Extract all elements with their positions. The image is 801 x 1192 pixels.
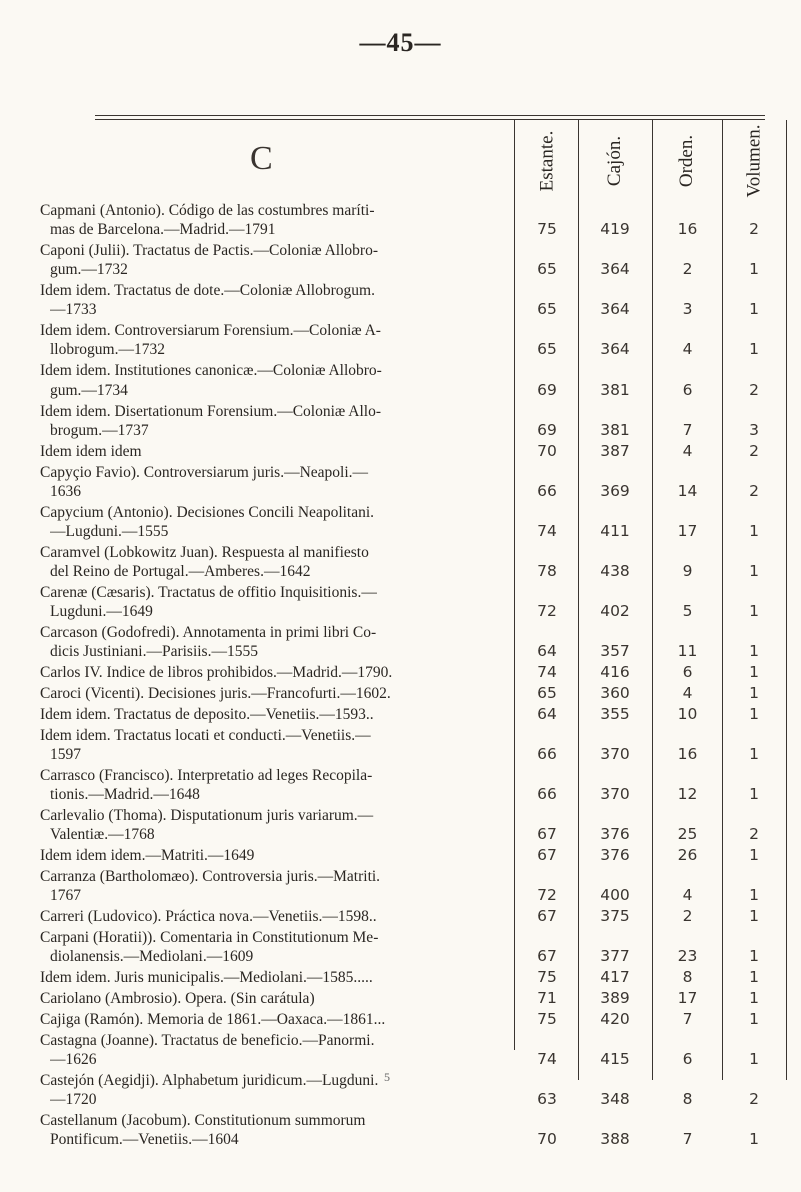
cajon-value: 364 <box>600 260 630 279</box>
entry-title-line: Idem idem. Tractatus de dote.—Coloniæ Allobrogum. <box>40 282 375 300</box>
entry-title-line: Capycium (Antonio). Decisiones Concili Neapolitani. <box>40 503 375 521</box>
estante-value: 66 <box>537 744 557 763</box>
orden-value: 3 <box>682 300 693 319</box>
orden-value: 8 <box>682 1089 693 1108</box>
cajon-value: 364 <box>600 300 630 319</box>
entry-title-line: Idem idem. Juris municipalis.—Mediolani.—1585..... <box>40 969 373 986</box>
cajon-value: 381 <box>600 380 630 399</box>
entry-continuation-line: llobrogum.—1732 <box>50 341 165 359</box>
cajon-value: 370 <box>600 784 630 803</box>
cajon-value: 417 <box>600 968 630 986</box>
volumen-value: 2 <box>749 825 759 844</box>
page-number: —45— <box>359 28 442 57</box>
cajon-value: 348 <box>600 1089 630 1108</box>
column-divider <box>786 120 787 1080</box>
estante-value: 69 <box>537 420 557 439</box>
column-divider <box>652 120 653 1080</box>
cajon-value: 357 <box>600 642 630 661</box>
entry-title-line: Idem idem. Institutiones canonicæ.—Coloniæ Allobro- <box>40 362 382 380</box>
entry-continuation-line: dicis Justiniani.—Parisiis.—1555 <box>50 643 258 661</box>
entry-title-line: Capyçio Favio). Controversiarum juris.—Neapoli.— <box>40 463 369 481</box>
volumen-value: 1 <box>749 260 759 279</box>
entry-continuation-line: tionis.—Madrid.—1648 <box>50 785 200 803</box>
orden-value: 17 <box>677 521 698 540</box>
entry-continuation-line: del Reino de Portugal.—Amberes.—1642 <box>50 562 311 580</box>
estante-value: 72 <box>537 886 557 905</box>
volumen-value: 1 <box>749 340 759 359</box>
entry-title-line: Idem idem. Disertationum Forensium.—Coloniæ Allo- <box>40 402 381 420</box>
estante-value: 65 <box>537 683 557 702</box>
cajon-value: 388 <box>600 1130 630 1149</box>
orden-value: 16 <box>677 220 698 239</box>
estante-value: 74 <box>537 521 557 540</box>
volumen-value: 2 <box>749 220 759 239</box>
entry-title-line: Idem idem. Controversiarum Forensium.—Coloniæ A- <box>40 322 381 340</box>
orden-value: 26 <box>677 846 698 864</box>
entry-title-line: Carrasco (Francisco). Interpretatio ad leges Recopila- <box>40 766 373 784</box>
estante-value: 75 <box>537 1009 557 1028</box>
column-headers <box>0 122 801 200</box>
cajon-value: 411 <box>600 521 630 540</box>
volumen-value: 2 <box>749 380 759 399</box>
column-header-orden: Orden. <box>676 134 698 188</box>
volumen-value: 2 <box>749 481 759 500</box>
volumen-value: 1 <box>749 846 759 864</box>
volumen-value: 1 <box>749 1049 759 1068</box>
orden-value: 4 <box>682 683 693 702</box>
orden-value: 7 <box>682 1009 693 1028</box>
cajon-value: 376 <box>600 846 630 864</box>
entry-continuation-line: Valentiæ.—1768 <box>50 826 155 844</box>
estante-value: 72 <box>537 601 557 620</box>
column-divider <box>578 120 579 1080</box>
orden-value: 2 <box>682 260 693 279</box>
entry-continuation-line: —Lugduni.—1555 <box>50 522 169 540</box>
estante-value: 70 <box>537 1130 557 1149</box>
volumen-value: 1 <box>749 561 759 580</box>
entry-continuation-line: —1720 <box>50 1090 97 1108</box>
estante-value: 64 <box>537 642 557 661</box>
estante-value: 64 <box>537 704 557 723</box>
cajon-value: 375 <box>600 907 630 925</box>
orden-value: 14 <box>677 481 698 500</box>
entry-title-line: Carcason (Godofredi). Annotamenta in primi libri Co- <box>40 623 377 641</box>
cajon-value: 389 <box>600 988 630 1007</box>
entry-continuation-line: 1767 <box>50 887 81 905</box>
cajon-value: 402 <box>600 601 630 620</box>
entry-title-line: Idem idem. Tractatus locati et conducti.—Venetiis.— <box>40 726 371 744</box>
entry-continuation-line: 1636 <box>50 482 81 500</box>
column-divider <box>722 120 723 1080</box>
entry-title-line: Castellanum (Jacobum). Constitutionum summorum <box>40 1111 366 1129</box>
estante-value: 67 <box>537 947 557 966</box>
volumen-value: 1 <box>749 968 759 986</box>
entry-title-line: Caponi (Julii). Tractatus de Pactis.—Coloniæ Allobro- <box>40 242 378 260</box>
cajon-value: 376 <box>600 825 630 844</box>
orden-value: 6 <box>682 1049 693 1068</box>
cajon-value: 377 <box>600 947 630 966</box>
cajon-value: 387 <box>600 441 630 460</box>
orden-value: 17 <box>677 988 698 1007</box>
volumen-value: 1 <box>749 784 759 803</box>
volumen-value: 1 <box>749 704 759 723</box>
estante-value: 69 <box>537 380 557 399</box>
estante-value: 67 <box>537 825 557 844</box>
orden-value: 6 <box>682 380 693 399</box>
volumen-value: 2 <box>749 1089 759 1108</box>
entry-title-line: Cariolano (Ambrosio). Opera. (Sin carátula) <box>40 989 315 1007</box>
entry-continuation-line: mas de Barcelona.—Madrid.—1791 <box>50 221 276 239</box>
entry-continuation-line: gum.—1734 <box>50 381 128 399</box>
cajon-value: 364 <box>600 340 630 359</box>
volumen-value: 1 <box>749 744 759 763</box>
cajon-value: 360 <box>600 683 630 702</box>
estante-value: 65 <box>537 340 557 359</box>
entry-title-line: Idem idem. Tractatus de deposito.—Venetiis.—1593.. <box>40 705 374 723</box>
volumen-value: 1 <box>749 907 759 925</box>
orden-value: 7 <box>682 1130 693 1149</box>
entry-title-line: Idem idem idem <box>40 442 142 460</box>
orden-value: 4 <box>682 340 693 359</box>
column-divider <box>514 120 515 1050</box>
orden-value: 4 <box>682 441 693 460</box>
estante-value: 75 <box>537 968 557 986</box>
estante-value: 65 <box>537 300 557 319</box>
entry-title-line: Caramvel (Lobkowitz Juan). Respuesta al manifiesto <box>40 543 369 561</box>
entry-title-line: Caroci (Vicenti). Decisiones juris.—Francofurti.—1602. <box>40 684 391 702</box>
estante-value: 65 <box>537 260 557 279</box>
volumen-value: 1 <box>749 601 759 620</box>
entry-continuation-line: —1626 <box>50 1050 97 1068</box>
entry-title-line: Carlevalio (Thoma). Disputationum juris variarum.— <box>40 806 374 824</box>
entry-title-line: Capmani (Antonio). Código de las costumbres maríti- <box>40 202 375 219</box>
volumen-value: 2 <box>749 441 759 460</box>
entry-continuation-line: Lugduni.—1649 <box>50 602 153 620</box>
entry-title-line: Carranza (Bartholomæo). Controversia juris.—Matriti. <box>40 867 381 885</box>
estante-value: 74 <box>537 1049 557 1068</box>
volumen-value: 1 <box>749 1130 759 1149</box>
estante-value: 67 <box>537 846 557 864</box>
orden-value: 5 <box>682 601 693 620</box>
entry-title-line: Carreri (Ludovico). Práctica nova.—Venetiis.—1598.. <box>40 908 377 925</box>
cajon-value: 415 <box>600 1049 630 1068</box>
column-header-cajon: Cajón. <box>603 135 625 187</box>
estante-value: 66 <box>537 784 557 803</box>
cajon-value: 381 <box>600 420 630 439</box>
estante-value: 70 <box>537 441 557 460</box>
entry-continuation-line: —1733 <box>50 301 97 319</box>
cajon-value: 420 <box>600 1009 630 1028</box>
entry-title-line: Carlos IV. Indice de libros prohibidos.—Madrid.—1790. <box>40 664 393 681</box>
entry-continuation-line: 1597 <box>50 745 81 763</box>
volumen-value: 1 <box>749 300 759 319</box>
volumen-value: 1 <box>749 663 759 681</box>
section-letter: C <box>250 140 273 177</box>
footnote-mark: 5 <box>384 1070 390 1084</box>
volumen-value: 1 <box>749 947 759 966</box>
header-rule-double <box>95 119 765 120</box>
volumen-value: 1 <box>749 886 759 905</box>
volumen-value: 1 <box>749 521 759 540</box>
volumen-value: 1 <box>749 988 759 1007</box>
orden-value: 25 <box>677 825 698 844</box>
orden-value: 6 <box>682 663 693 681</box>
entry-title-line: Cajiga (Ramón). Memoria de 1861.—Oaxaca.—1861... <box>40 1010 386 1028</box>
entry-title-line: Castagna (Joanne). Tractatus de beneficio.—Panormi. <box>40 1031 375 1049</box>
estante-value: 66 <box>537 481 557 500</box>
column-header-volumen: Volumen. <box>743 124 765 198</box>
entry-title-line: Carenæ (Cæsaris). Tractatus de offitio Inquisitionis.— <box>40 583 377 601</box>
cajon-value: 370 <box>600 744 630 763</box>
estante-value: 63 <box>537 1089 557 1108</box>
orden-value: 16 <box>677 744 698 763</box>
volumen-value: 1 <box>749 642 759 661</box>
entry-title-line: Castejón (Aegidji). Alphabetum juridicum.—Lugduni. <box>40 1071 379 1089</box>
orden-value: 11 <box>677 642 698 661</box>
estante-value: 78 <box>537 561 557 580</box>
cajon-value: 416 <box>600 663 630 681</box>
orden-value: 10 <box>677 704 698 723</box>
entry-continuation-line: diolanensis.—Mediolani.—1609 <box>50 948 254 966</box>
cajon-value: 369 <box>600 481 630 500</box>
cajon-value: 438 <box>600 561 630 580</box>
column-header-estante: Estante. <box>536 130 557 192</box>
cajon-value: 400 <box>600 886 630 905</box>
volumen-value: 3 <box>749 420 759 439</box>
orden-value: 9 <box>682 561 693 580</box>
orden-value: 12 <box>677 784 698 803</box>
entry-title-line: Idem idem idem.—Matriti.—1649 <box>40 847 255 864</box>
orden-value: 8 <box>682 968 693 986</box>
volumen-value: 1 <box>749 1009 759 1028</box>
entry-continuation-line: brogum.—1737 <box>50 421 149 439</box>
estante-value: 67 <box>537 907 557 925</box>
entry-continuation-line: Pontificum.—Venetiis.—1604 <box>50 1131 239 1149</box>
entry-continuation-line: gum.—1732 <box>50 261 128 279</box>
orden-value: 2 <box>682 907 693 925</box>
cajon-value: 419 <box>600 220 630 239</box>
cajon-value: 355 <box>600 704 630 723</box>
estante-value: 75 <box>537 220 557 239</box>
estante-value: 74 <box>537 663 557 681</box>
header-rule <box>95 115 765 116</box>
estante-value: 71 <box>537 988 557 1007</box>
entry-title-line: Carpani (Horatii)). Comentaria in Constitutionum Me- <box>40 928 379 946</box>
volumen-value: 1 <box>749 683 759 702</box>
orden-value: 4 <box>682 886 693 905</box>
orden-value: 23 <box>677 947 698 966</box>
orden-value: 7 <box>682 420 693 439</box>
